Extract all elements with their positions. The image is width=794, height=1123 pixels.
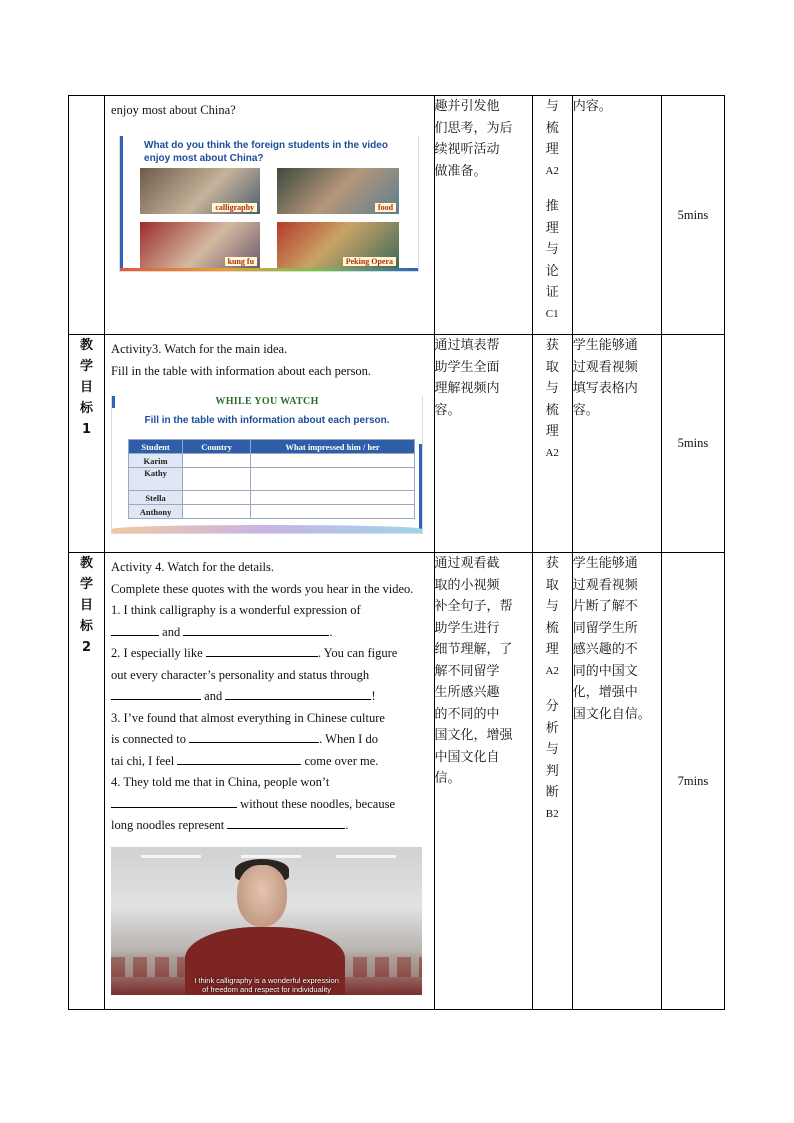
objective-char: 目 <box>80 598 94 613</box>
activity-text: enjoy most about China? <box>111 103 236 117</box>
objective-cell <box>69 335 105 553</box>
quote-2: 2. I especially like . You can figure <box>111 643 428 665</box>
purpose-line: 们思考，为后 <box>434 120 513 136</box>
purpose-cell <box>434 553 532 1010</box>
student-name: Anthony <box>129 505 183 519</box>
literacy-char: 理 <box>545 642 559 657</box>
outcome-line: 学生能够通 <box>572 556 638 571</box>
outcome-line: 国文化自信。 <box>572 706 651 722</box>
student-info-table <box>128 439 415 519</box>
time-cell: 5mins <box>661 96 724 335</box>
slide-instruction: Fill in the table with information about each person. <box>144 415 390 426</box>
purpose-line: 细节理解，了 <box>434 642 513 657</box>
quote-1: 1. I think calligraphy is a wonderful expression of <box>111 603 361 617</box>
calligraphy-photo <box>140 168 260 214</box>
objective-char: 标 <box>80 401 94 416</box>
literacy-char: 与 <box>545 599 559 614</box>
literacy-char: 与 <box>545 99 559 114</box>
slide-question: What do you think the foreign students in the video enjoy most about China? <box>144 139 388 164</box>
outcome-line: 内容。 <box>572 99 612 114</box>
blank-field[interactable] <box>227 815 345 829</box>
video-subtitle: I think calligraphy is a wonderful expression <box>194 975 339 985</box>
objective-char: 目 <box>80 380 94 395</box>
purpose-cell <box>434 96 532 335</box>
outcome-line: 过观看视频 <box>572 577 638 593</box>
peking-opera-photo <box>277 222 399 268</box>
activity-cell <box>105 335 435 553</box>
outcome-line: 容。 <box>572 402 599 418</box>
activity-title: Activity 4. Watch for the details. <box>111 560 275 574</box>
objective-char: 1 <box>82 422 92 437</box>
literacy-code: B2 <box>545 807 559 820</box>
literacy-char: 取 <box>545 359 559 375</box>
video-subtitle: of freedom and respect for individuality <box>202 984 331 994</box>
literacy-char: 获 <box>545 556 559 571</box>
objective-char: 教 <box>80 338 94 353</box>
literacy-char: 取 <box>545 577 559 593</box>
literacy-code: C1 <box>545 307 559 320</box>
outcome-cell <box>572 96 661 335</box>
purpose-cell <box>434 335 532 553</box>
blank-field[interactable] <box>189 729 319 743</box>
objective-cell <box>69 553 105 1010</box>
purpose-line: 助学生进行 <box>434 620 500 636</box>
literacy-char: 理 <box>545 142 559 157</box>
food-photo <box>277 168 399 214</box>
purpose-line: 的不同的中 <box>434 706 500 722</box>
purpose-line: 趣并引发他 <box>434 99 500 114</box>
objective-cell <box>69 96 105 335</box>
activity-intro: Complete these quotes with the words you hear in the video. <box>111 581 414 596</box>
purpose-line: 续视听活动 <box>434 142 500 157</box>
literacy-char: 理 <box>545 424 559 439</box>
blank-field[interactable] <box>225 686 371 700</box>
while-you-watch-slide-image <box>111 396 423 534</box>
literacy-cell <box>532 96 572 335</box>
objective-char: 标 <box>80 619 94 634</box>
outcome-line: 同留学生所 <box>572 620 638 636</box>
literacy-char: 与 <box>545 381 559 396</box>
column-header: Country <box>183 440 251 454</box>
photo-label: food <box>375 203 396 212</box>
literacy-code: A2 <box>545 664 559 677</box>
objective-char: 学 <box>80 577 94 592</box>
literacy-char: 获 <box>545 338 559 353</box>
purpose-line: 生所感兴趣 <box>434 685 500 700</box>
video-screenshot-image <box>111 847 422 995</box>
purpose-line: 中国文化自 <box>434 749 500 765</box>
outcome-cell <box>572 335 661 553</box>
literacy-char: 理 <box>545 220 559 236</box>
outcome-line: 化，增强中 <box>572 685 638 700</box>
purpose-line: 做准备。 <box>434 163 487 179</box>
student-name: Stella <box>129 491 183 505</box>
quote-3: 3. I’ve found that almost everything in Chinese culture <box>111 710 385 725</box>
time-cell: 5mins <box>661 335 724 553</box>
objective-char: 学 <box>80 359 94 374</box>
student-name: Karim <box>129 454 183 468</box>
literacy-char: 与 <box>545 742 559 757</box>
column-header: What impressed him / her <box>251 440 415 454</box>
blank-field[interactable] <box>183 622 329 636</box>
outcome-line: 过观看视频 <box>572 359 638 375</box>
blank-field[interactable] <box>177 751 301 765</box>
literacy-char: 断 <box>545 785 559 800</box>
literacy-char: 梳 <box>545 620 559 636</box>
table-row <box>69 553 725 1010</box>
purpose-line: 取的小视频 <box>434 577 500 593</box>
blank-field[interactable] <box>111 794 237 808</box>
outcome-line: 填写表格内 <box>572 381 638 396</box>
purpose-line: 信。 <box>434 771 461 786</box>
question-slide-image <box>119 136 419 272</box>
literacy-char: 判 <box>545 763 559 779</box>
literacy-code: A2 <box>545 446 559 459</box>
purpose-line: 补全句子，帮 <box>434 599 513 614</box>
outcome-line: 感兴趣的不 <box>572 642 638 657</box>
photo-label: kung fu <box>225 257 257 266</box>
literacy-cell <box>532 553 572 1010</box>
activity-title: Activity3. Watch for the main idea. <box>111 342 288 356</box>
table-row <box>69 335 725 553</box>
kung-fu-photo <box>140 222 260 268</box>
lesson-plan-table <box>68 95 725 1010</box>
literacy-char: 论 <box>545 263 559 279</box>
literacy-cell <box>532 335 572 553</box>
literacy-char: 梳 <box>545 402 559 418</box>
outcome-line: 片断了解不 <box>572 599 638 614</box>
literacy-char: 推 <box>545 199 559 214</box>
outcome-line: 学生能够通 <box>572 338 638 353</box>
purpose-line: 解不同留学 <box>434 663 500 679</box>
purpose-line: 国文化，增强 <box>434 728 513 743</box>
literacy-char: 证 <box>545 285 559 300</box>
blank-field[interactable] <box>111 686 201 700</box>
slide-heading: WHILE YOU WATCH <box>215 396 319 407</box>
outcome-line: 同的中国文 <box>572 663 638 679</box>
student-name: Kathy <box>129 468 183 491</box>
column-header: Student <box>129 440 183 454</box>
purpose-line: 容。 <box>434 402 461 418</box>
time-cell: 7mins <box>661 553 724 1010</box>
objective-char: 2 <box>82 640 92 655</box>
literacy-char: 与 <box>545 242 559 257</box>
literacy-char: 分 <box>545 699 559 714</box>
purpose-line: 助学生全面 <box>434 359 500 375</box>
literacy-code: A2 <box>545 164 559 177</box>
purpose-line: 理解视频内 <box>434 381 500 396</box>
table-row <box>69 96 725 335</box>
activity-cell <box>105 96 435 335</box>
objective-char: 教 <box>80 556 94 571</box>
activity-text: Fill in the table with information about each person. <box>111 363 372 378</box>
purpose-line: 通过观看截 <box>434 556 500 571</box>
blank-field[interactable] <box>111 622 159 636</box>
quote-4: 4. They told me that in China, people won’t <box>111 775 330 789</box>
outcome-cell <box>572 553 661 1010</box>
photo-label: calligraphy <box>212 203 257 212</box>
purpose-line: 通过填表帮 <box>434 338 500 353</box>
blank-field[interactable] <box>206 643 318 657</box>
literacy-char: 梳 <box>545 120 559 136</box>
photo-label: Peking Opera <box>343 257 396 266</box>
literacy-char: 析 <box>545 720 559 736</box>
activity-cell: Activity 4. Watch for the details. Complete these quotes with the words you hear in the video. 1. I think calligraphy is a wonderful expression of and . 2. I especially like . You can figure out every character’s personality and status through and ! 3. I’ve found that almost everything in Chinese culture is connected to . When I do tai chi, I feel come over me. 4. They told me that in China, people won’t without these noodles, because long noodles represent . I think calligraphy is a wonderful expression of freedom and respect for individuality <box>105 553 435 1010</box>
